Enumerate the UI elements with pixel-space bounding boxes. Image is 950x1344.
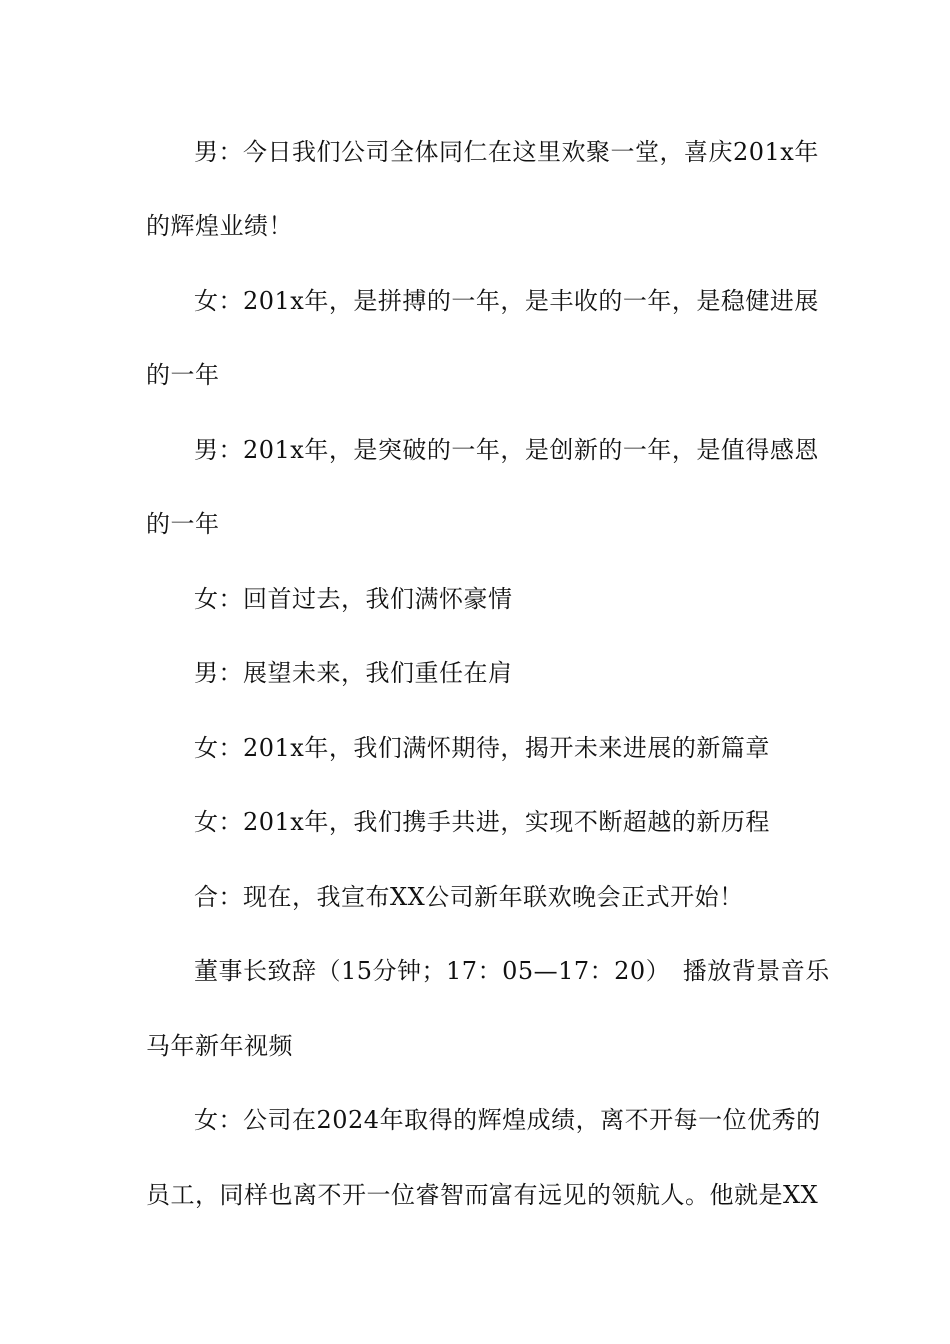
text-line: 女：201x年，我们携手共进，实现不断超越的新历程 [194, 808, 770, 836]
text-line: 的一年 [146, 510, 220, 538]
text-line: 的辉煌业绩！ [146, 212, 293, 240]
text-line: 女：201x年，我们满怀期待，揭开未来进展的新篇章 [194, 734, 770, 762]
text-line: 的一年 [146, 361, 220, 389]
text-line: 董事长致辞（15分钟；17：05—17：20） 播放背景音乐 [194, 957, 830, 985]
text-line: 女：回首过去，我们满怀豪情 [194, 585, 513, 613]
text-line: 男：201x年，是突破的一年，是创新的一年，是值得感恩 [194, 436, 819, 464]
text-line: 女：201x年，是拼搏的一年，是丰收的一年，是稳健进展 [194, 287, 819, 315]
text-line: 马年新年视频 [146, 1032, 293, 1060]
text-line: 合：现在，我宣布XX公司新年联欢晚会正式开始！ [194, 883, 744, 911]
text-line: 员工，同样也离不开一位睿智而富有远见的领航人。他就是XX [146, 1181, 819, 1209]
text-line: 女：公司在2024年取得的辉煌成绩，离不开每一位优秀的 [194, 1106, 821, 1134]
text-line: 男：今日我们公司全体同仁在这里欢聚一堂，喜庆201x年 [194, 138, 819, 166]
text-line: 男：展望未来，我们重任在肩 [194, 659, 513, 687]
